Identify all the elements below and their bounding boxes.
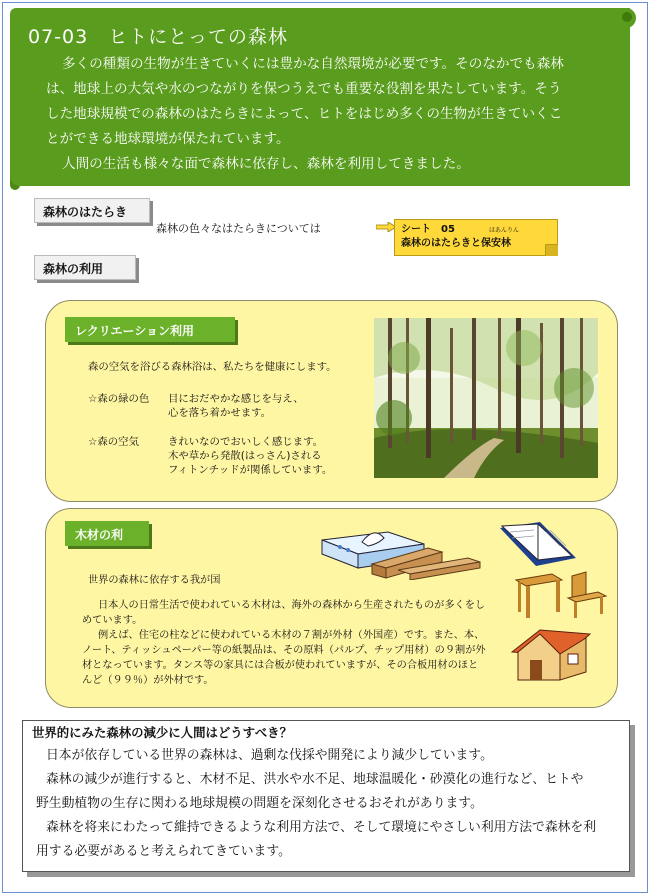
forest-photo (374, 318, 598, 478)
air-text-3: フィトンチッドが関係しています。 (168, 464, 333, 476)
green-color-text-1: 目におだやかな感じを与え、 (168, 393, 304, 405)
desk-chair-icon (512, 566, 612, 621)
forest-work-text: 森林の色々なはたらきについては (156, 222, 321, 235)
sheet-title: 森林のはたらきと保安林 (401, 238, 511, 249)
green-color-label: ☆森の緑の色 (88, 393, 150, 405)
forest-decline-paragraph-1: 日本が依存している世界の森林は、過剰な伐採や開発により減少しています。 (46, 748, 493, 763)
sheet-reference-note[interactable] (394, 219, 558, 256)
wood-subheading: 世界の森林に依存する我が国 (88, 575, 221, 586)
forest-decline-body (36, 744, 596, 864)
forest-decline-paragraph-3: 森林を将来にわたって維持できるような利用方法で、そして環境にやさしい利用方法で森林を利用する必要があると考えられてきています。 (36, 820, 597, 859)
note-folded-corner (545, 244, 558, 256)
intro-paragraph-1: 多くの種類の生物が生きていくには豊かな自然環境が必要です。そのなかでも森林は、地球上の大気や水のつながりを保つうえでも重要な役割を果たしています。そうした地球規模での森林のはたらきによって、ヒトをはじめ多くの生物が生きていくことができる地球環境が保たれています。 (46, 56, 564, 147)
house-icon (510, 624, 596, 682)
section-tab-forest-work: 森林のはたらき (34, 198, 150, 223)
wood-paragraph-2: 例えば、住宅の柱などに使われている木材の７割が外材（外国産）です。また、本、ノート、ティッシュペーパー等の紙製品は、その原料（パルプ、チップ用材）の９割が外材となっています。タンス等の家具には合板が使われていますが、その合板用材のほとんど（９９％）が外材です。 (82, 630, 486, 686)
sheet-ruby: ほあんりん (489, 227, 520, 234)
forest-decline-paragraph-2: 森林の減少が進行すると、木材不足、洪水や水不足、地球温暖化・砂漠化の進行など、ヒトや野生動植物の生存に関わる地球規模の問題を深刻化させるおそれがあります。 (36, 772, 584, 811)
air-label: ☆森の空気 (88, 436, 139, 448)
forest-decline-title: 世界的にみた森林の減少に人間はどうすべき？ (32, 725, 292, 740)
wood-body (82, 598, 486, 688)
intro-paragraph-2: 人間の生活も様々な面で森林に依存し、森林を利用してきました。 (62, 156, 470, 172)
sheet-number: シート 05 (401, 224, 455, 235)
wood-paragraph-1: 日本人の日常生活で使われている木材は、海外の森林から生産されたものが多くをしめています。 (82, 600, 486, 626)
wood-title: 木材の利 (65, 521, 149, 546)
green-color-text-2: 心を落ち着かせます。 (168, 407, 272, 419)
arrow-right-icon (376, 222, 396, 232)
section-tab-forest-use: 森林の利用 (34, 255, 136, 280)
air-text-2: 木や草から発散(はっさん)される (168, 450, 322, 462)
intro-text (46, 52, 574, 177)
page-title: 07-03 ヒトにとっての森林 (28, 26, 288, 48)
recreation-lead: 森の空気を浴びる森林浴は、私たちを健康にします。 (88, 361, 337, 373)
banner-scroll-curl (606, 8, 636, 28)
air-text-1: きれいなのでおいしく感じます。 (168, 436, 324, 448)
recreation-title: レクリエーション利用 (65, 317, 235, 342)
lumber-icon (368, 540, 483, 580)
